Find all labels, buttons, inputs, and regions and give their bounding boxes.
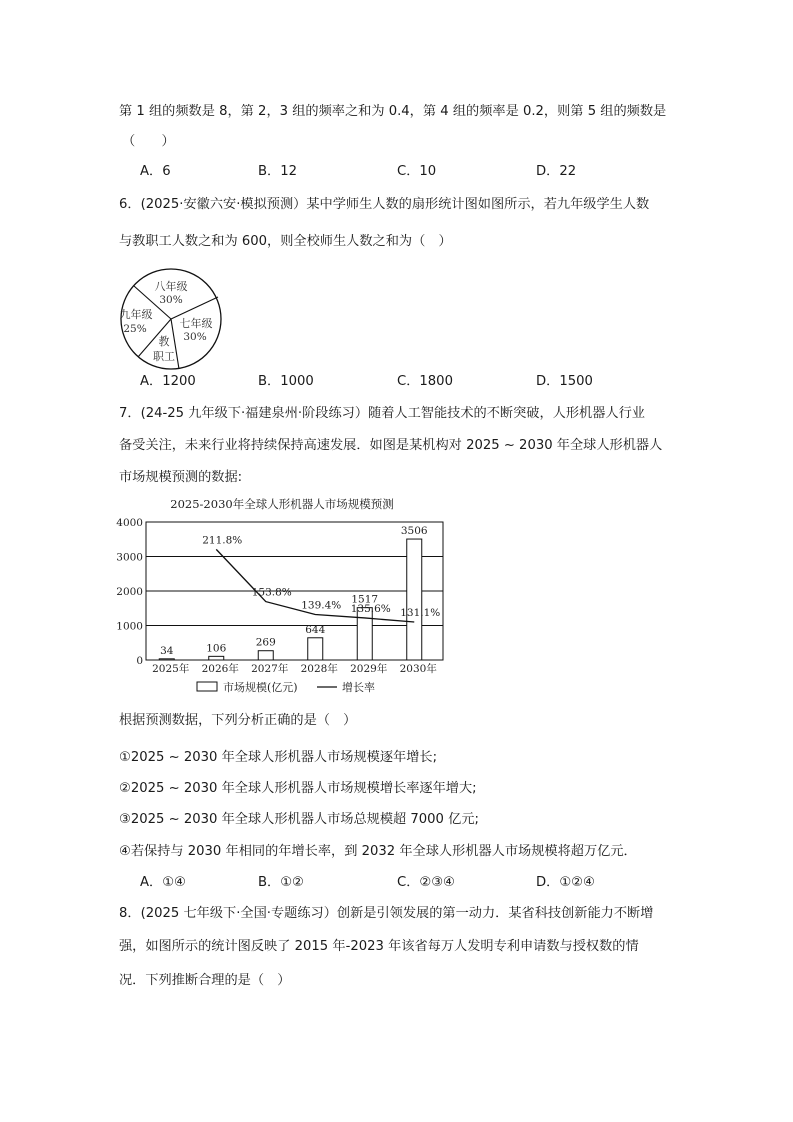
q8-line1: 8．(2025 七年级下·全国·专题练习）创新是引领发展的第一动力．某省科技创新能力不断增: [119, 906, 654, 921]
q7-line2: 备受关注，未来行业将持续保持高速发展．如图是某机构对 2025 ~ 2030 年全球人形机器人: [119, 438, 663, 453]
q5-option-a[interactable]: A．6: [140, 164, 171, 179]
pie-label-grade7: 七年级: [179, 317, 213, 330]
pie-label-staff-2: 职工: [153, 350, 175, 363]
legend-bar-label: 市场规模(亿元): [223, 681, 298, 694]
q7-option-d[interactable]: D．①②④: [536, 875, 595, 890]
bar-value-label: 1517: [351, 593, 379, 606]
growth-rate-label: 211.8%: [202, 534, 243, 547]
growth-rate-label: 139.4%: [301, 599, 342, 612]
bar-value-label: 644: [305, 623, 326, 636]
bar: [258, 651, 273, 660]
bar: [407, 539, 422, 660]
q6-line1: 6．(2025·安徽六安·模拟预测）某中学师生人数的扇形统计图如图所示，若九年级学生人数: [119, 197, 650, 212]
legend-bar-swatch: [197, 682, 217, 691]
q6-options: [140, 373, 700, 391]
growth-rate-label: 135.6%: [350, 602, 391, 615]
q5-option-c[interactable]: C．10: [397, 164, 437, 179]
q7-line3: 市场规模预测的数据:: [119, 470, 243, 485]
y-tick-label: 0: [136, 655, 143, 667]
x-tick-label: 2027年: [251, 663, 289, 675]
y-tick-label: 2000: [116, 586, 143, 598]
q7-statement-3: ③2025 ~ 2030 年全球人形机器人市场总规模超 7000 亿元;: [119, 812, 479, 827]
q6-line2: 与教职工人数之和为 600，则全校师生人数之和为（ ）: [119, 234, 452, 249]
x-tick-label: 2028年: [300, 663, 338, 675]
q7-option-a[interactable]: A．①④: [140, 875, 186, 890]
q7-statement-1: ①2025 ~ 2030 年全球人形机器人市场规模逐年增长;: [119, 750, 438, 765]
bar-series: [159, 539, 422, 660]
x-tick-label: 2030年: [399, 663, 437, 675]
pie-chart: [119, 267, 223, 371]
q5-options: [140, 163, 700, 181]
q7-option-b[interactable]: B．①②: [258, 875, 304, 890]
q7-line1: 7．(24-25 九年级下·福建泉州·阶段练习）随着人工智能技术的不断突破，人形机器人行业: [119, 406, 645, 421]
q8-line2: 强，如图所示的统计图反映了 2015 年-2023 年该省每万人发明专利申请数与授权数的情: [119, 939, 639, 954]
y-axis-ticks: [116, 517, 143, 667]
pie-value-grade7: 30%: [183, 331, 207, 343]
bar-value-label: 106: [206, 642, 227, 655]
q7-options: [140, 874, 700, 892]
q6-option-d[interactable]: D．1500: [536, 374, 593, 389]
q5-stem: 第 1 组的频数是 8，第 2，3 组的频率之和为 0.4，第 4 组的频率是 0.2，则第 5 组的频数是: [119, 104, 667, 119]
pie-label-grade9: 九年级: [119, 308, 153, 321]
pie-label-staff-1: 教: [158, 335, 170, 348]
y-tick-label: 4000: [116, 517, 143, 529]
pie-value-grade9: 25%: [123, 323, 147, 335]
growth-rate-label: 153.8%: [251, 586, 292, 599]
bar: [159, 659, 174, 660]
bar-value-label: 3506: [400, 525, 428, 538]
q5-blank: （ ）: [122, 134, 175, 149]
q6-option-a[interactable]: A．1200: [140, 374, 196, 389]
bar: [209, 656, 224, 660]
bar-value-label: 269: [255, 636, 276, 649]
q7-option-c[interactable]: C．②③④: [397, 875, 455, 890]
chart-legend: [197, 680, 375, 694]
y-tick-label: 1000: [116, 620, 143, 633]
q5-option-d[interactable]: D．22: [536, 164, 577, 179]
bar: [308, 638, 323, 660]
bar: [357, 608, 372, 660]
bar-value-label: 34: [160, 644, 174, 657]
chart-grid: [146, 522, 443, 660]
growth-rate-label: 131.1%: [400, 607, 441, 620]
x-tick-label: 2025年: [152, 663, 190, 675]
x-tick-label: 2029年: [350, 663, 388, 675]
q6-option-b[interactable]: B．1000: [258, 374, 314, 389]
q7-statement-2: ②2025 ~ 2030 年全球人形机器人市场规模增长率逐年增大;: [119, 781, 477, 796]
q6-option-c[interactable]: C．1800: [397, 374, 453, 389]
x-tick-label: 2026年: [201, 663, 239, 675]
bar-chart: [112, 492, 452, 697]
q8-line3: 况．下列推断合理的是（ ）: [119, 973, 291, 988]
pie-value-grade8: 30%: [159, 294, 183, 306]
y-tick-label: 3000: [116, 551, 143, 564]
pie-label-grade8: 八年级: [154, 280, 188, 293]
x-axis-ticks: [152, 662, 437, 675]
growth-line-series: [202, 534, 440, 622]
q7-statement-4: ④若保持与 2030 年相同的年增长率，到 2032 年全球人形机器人市场规模将超万亿元．: [119, 844, 637, 859]
legend-line-label: 增长率: [342, 681, 375, 694]
q5-option-b[interactable]: B．12: [258, 164, 298, 179]
q7-prompt: 根据预测数据，下列分析正确的是（ ）: [119, 713, 357, 728]
chart-title: 2025-2030年全球人形机器人市场规模预测: [170, 497, 394, 511]
